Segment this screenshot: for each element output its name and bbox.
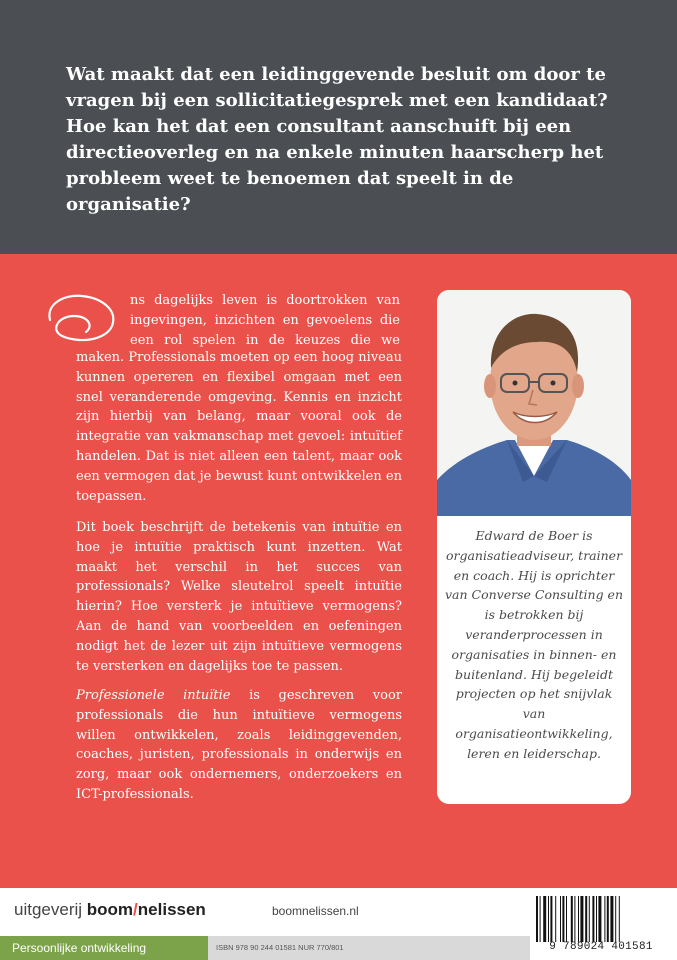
barcode-icon: [536, 896, 646, 942]
publisher-prefix: uitgeverij: [14, 900, 87, 919]
barcode-number: 9 789024 401581: [549, 941, 653, 953]
category-label: Persoonlijke ontwikkeling: [0, 936, 208, 960]
publisher-name-b: nelissen: [137, 900, 206, 919]
intro-paragraph-lead: ns dagelijks leven is doortrokken van ingevingen, inzichten en gevoelens die een rol spelen in de keuzes die we: [130, 293, 400, 348]
publisher-name-a: boom: [86, 900, 134, 919]
isbn-line: ISBN 978 90 244 01581 NUR 770/801: [208, 936, 530, 960]
top-question-band: [0, 0, 677, 254]
audience-paragraph: [76, 686, 402, 805]
top-question-text: Wat maakt dat een leidinggevende besluit om door te vragen bij een sollicitatiegesprek met een kandidaat? Hoe kan het dat een consultant aanschuift bij een directieoverleg en na enkele minuten haarscherp het probleem weet te benoemen dat speelt in de organisatie?: [66, 64, 608, 215]
audience-text: is geschreven voor professionals die hun intuïtieve vermogens willen ontwikkelen, zoals leidinggevenden, coaches, juristen, professionals in onderwijs en zorg, maar ook ondernemers, onderzoekers en ICT-professionals.: [76, 688, 402, 802]
book-title-inline: Professionele intuïtie: [76, 688, 231, 703]
dropcap-o-icon: [36, 286, 128, 348]
intro-paragraph-rest: maken. Professionals moeten op een hoog niveau kunnen opereren en flexibel omgaan met een snel veranderende omgeving. Kennis en inzicht zijn hierbij van belang, maar vooral ook de integratie van vakmanschap met gevoel: intuïtief handelen. Dat is niet alleen een talent, maar ook een vermogen dat je bewust kunt ontwikkelen en toepassen.: [76, 350, 402, 504]
publisher-logo: [14, 900, 206, 920]
publisher-website[interactable]: boomnelissen.nl: [272, 904, 359, 918]
description-paragraph: Dit boek beschrijft de betekenis van intuïtie en hoe je intuïtie praktisch kunt inzetten. Wat maakt het verschil in het succes van professionals? Welke sleutelrol speelt intuïtie hierin? Hoe versterk je intuïtieve vermogens? Aan de hand van voorbeelden en oefeningen nodigt het de lezer uit zijn intuïtieve vermogens te versterken en dagelijks toe te passen.: [76, 520, 402, 674]
author-photo: [437, 290, 631, 516]
publisher-slash: /: [133, 900, 138, 919]
author-card: [437, 290, 631, 804]
author-bio: Edward de Boer is organisatieadviseur, trainer en coach. Hij is oprichter van Converse Consulting en is betrokken bij veranderprocessen in organisaties in binnen- en buitenland. Hij begeleidt projecten op het snijvlak van organisatieontwikkeling, leren en leiderschap.: [445, 528, 623, 761]
